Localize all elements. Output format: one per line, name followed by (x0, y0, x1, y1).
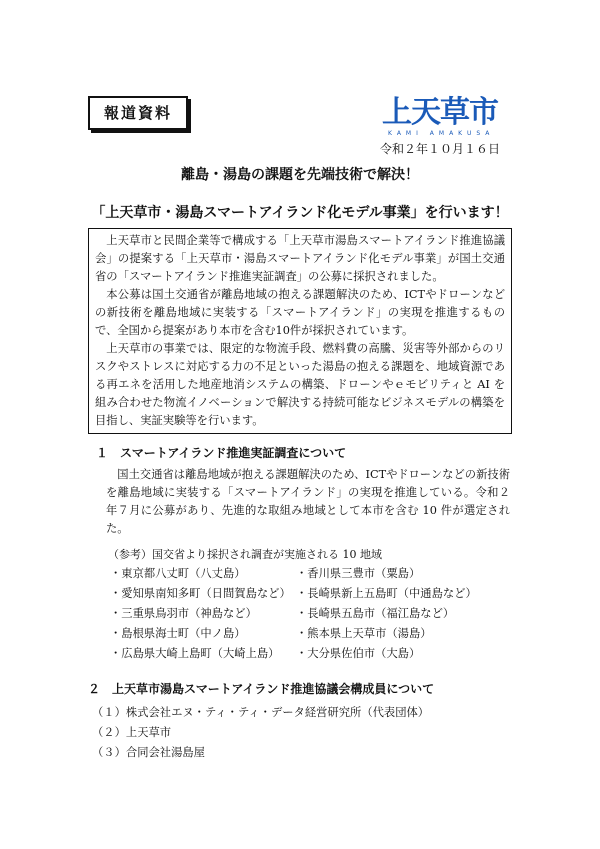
section1-note: （参考）国交省より採択され調査が実施される 10 地域 (108, 548, 382, 561)
press-release-badge (88, 96, 188, 130)
list-item: ・広島県大崎上島町（大崎上島） (110, 647, 280, 660)
release-date: 令和２年１０月１６日 (379, 142, 500, 156)
logo-text: 上天草市 (382, 95, 498, 130)
headline-main: 離島・湯島の課題を先端技術で解決！ (181, 167, 419, 183)
badge-label: 報道資料 (103, 104, 172, 122)
headline-sub: 「上天草市・湯島スマートアイランド化モデル事業」を行います！ (91, 205, 509, 221)
list-item: （３）合同会社湯島屋 (92, 746, 205, 759)
logo-subtext: KAMI AMAKUSA (388, 130, 495, 137)
region-list (110, 564, 510, 664)
list-item: ・大分県佐伯市（大島） (296, 647, 421, 660)
list-item: ・長崎県新上五島町（中通島など） (296, 587, 477, 600)
summary-box (88, 228, 512, 434)
list-item: （１）株式会社エヌ・ティ・ティ・データ経営研究所（代表団体） (92, 706, 430, 719)
section2-title: ２ 上天草市湯島スマートアイランド推進協議会構成員について (88, 682, 435, 696)
list-item: ・熊本県上天草市（湯島） (296, 627, 432, 640)
section1-body: 国土交通省は離島地域が抱える課題解決のため、ICTやドローンなどの新技術を離島地域に実装する「スマートアイランド」の実現を推進している。令和２年７月に公募があり、先進的な取組み地域として本市を含む 10 件が選定された。 (106, 468, 510, 535)
city-logo (382, 96, 522, 138)
list-item: ・三重県鳥羽市（神島など） (110, 607, 257, 620)
member-list (92, 703, 429, 763)
summary-paragraph: 本公募は国土交通省が離島地域の抱える課題解決のため、ICTやドローンなどの新技術を離島地域に実装する「スマートアイランド」の実現を推進するもので、全国から提案があり本市を含む10件が採択されています。 (95, 288, 505, 337)
list-item: ・島根県海士町（中ノ島） (110, 627, 246, 640)
list-item: （２）上天草市 (92, 726, 172, 739)
list-item: ・長崎県五島市（福江島など） (296, 607, 455, 620)
summary-paragraph: 上天草市の事業では、限定的な物流手段、燃料費の高騰、災害等外部からのリスクやストレスに対応する力の不足といった湯島の抱える課題を、地域資源である再エネを活用した地産地消システムの構築、ドローンやｅモビリティと AI を組み合わせた物流イノベーションで解決する持続可能なビジネスモデルの構築を目指し、実証実験等を行います。 (95, 342, 505, 427)
summary-paragraph: 上天草市と民間企業等で構成する「上天草市湯島スマートアイランド推進協議会」の提案する「上天草市・湯島スマートアイランド化モデル事業」が国土交通省の「スマートアイランド推進実証調査」の公募に採択されました。 (95, 234, 505, 283)
list-item: ・香川県三豊市（粟島） (296, 567, 421, 580)
list-item: ・東京都八丈町（八丈島） (110, 567, 246, 580)
section1-title: １ スマートアイランド推進実証調査について (96, 446, 347, 460)
list-item: ・愛知県南知多町（日間賀島など） (110, 587, 291, 600)
